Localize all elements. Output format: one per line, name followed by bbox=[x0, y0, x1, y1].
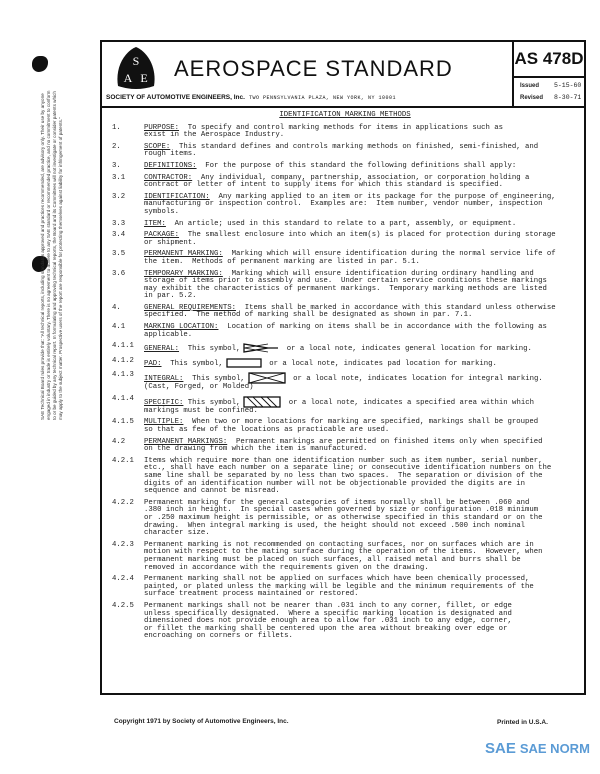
sections-part-1 bbox=[112, 125, 578, 340]
revised-label: Revised bbox=[520, 95, 544, 101]
issued-label: Issued bbox=[520, 83, 540, 89]
section-number: 3.5 bbox=[112, 250, 126, 259]
section-body: When two or more locations for marking are specified, markings shall be grouped so that as few of the locations as practicable are used. bbox=[144, 418, 539, 435]
section-paragraph bbox=[112, 125, 578, 140]
header-title-block bbox=[102, 42, 514, 108]
section-text bbox=[144, 163, 578, 171]
sections-part-2 bbox=[112, 419, 578, 640]
section-text bbox=[144, 372, 578, 392]
document-body bbox=[112, 112, 578, 645]
issued-date: 5-15-60 bbox=[554, 82, 582, 89]
section-text bbox=[144, 419, 578, 434]
section-label: PERMANENT MARKINGS: bbox=[144, 437, 228, 446]
section-paragraph bbox=[112, 439, 578, 454]
society-name: SOCIETY OF AUTOMOTIVE ENGINEERS, Inc. bbox=[106, 94, 245, 101]
section-label: SPECIFIC: bbox=[144, 398, 184, 407]
section-text bbox=[144, 305, 578, 320]
section-body: Permanent markings shall not be nearer than .031 inch to any corner, fillet, or edge unless specifically designated. Where a specific marking location is designated and dimensioned does not provide enough area to allow for .031 inch to any edge, corner, or fillet the marking shall be centered upon the area without breaking over edge or encroaching on corners or fillets. bbox=[144, 601, 512, 641]
section-body: Location of marking on items shall be in accordance with the following as applicable. bbox=[144, 323, 547, 339]
society-address: TWO PENNSYLVANIA PLAZA, NEW YORK, NY 10001 bbox=[248, 95, 396, 101]
section-text bbox=[144, 576, 578, 599]
section-paragraph bbox=[112, 324, 578, 339]
section-paragraph bbox=[112, 458, 578, 496]
section-body: Permanent marking for the general categories of items normally shall be between .060 and .380 inch in height. In special cases when governed by size or configuration .018 minimum or .250 maximum height is permissible, or as otherwise specified in this standard or on the drawing. When integral marking is used, the height should not exceed .500 inch nominal character size. bbox=[144, 498, 543, 538]
section-number: 1. bbox=[112, 123, 121, 132]
section-text bbox=[144, 542, 578, 572]
section-number: 4.1 bbox=[112, 323, 126, 332]
section-number: 4.2.2 bbox=[112, 498, 134, 507]
section-number: 4.1.2 bbox=[112, 356, 134, 365]
section-paragraph bbox=[112, 251, 578, 266]
section-body: Permanent markings are permitted on finished items only when specified on the drawing from which the item is manufactured. bbox=[144, 437, 543, 454]
section-label: PERMANENT MARKING: bbox=[144, 250, 223, 259]
section-number: 4.2 bbox=[112, 437, 126, 446]
section-paragraph bbox=[112, 576, 578, 599]
symbol-text-post: or a local note, indicates a specified area within which markings must be confined. bbox=[144, 398, 534, 415]
section-text bbox=[144, 125, 578, 140]
section-label: DEFINITIONS: bbox=[144, 161, 197, 170]
symbol-paragraph bbox=[112, 372, 578, 392]
section-heading: IDENTIFICATION MARKING METHODS bbox=[279, 111, 411, 119]
section-body: Marking which will ensure identification during the normal service life of the item. Methods of permanent marking are listed in par. 5.1. bbox=[144, 250, 556, 266]
section-label: TEMPORARY MARKING: bbox=[144, 269, 223, 278]
symbol-paragraph bbox=[112, 343, 578, 354]
section-number: 3.1 bbox=[112, 173, 126, 182]
section-label: PAD: bbox=[144, 359, 162, 368]
location-symbol-icon bbox=[226, 358, 262, 368]
revised-date: 8-30-71 bbox=[554, 94, 582, 101]
section-body: Any individual, company, partnership, association, or corporation holding a contract or letter of intent to supply items for which this standard is specified. bbox=[144, 173, 530, 190]
location-symbol-icon bbox=[243, 343, 279, 353]
svg-text:E: E bbox=[140, 71, 148, 85]
section-body: To specify and control marking methods for items in applications such as exist in the Aerospace Industry. bbox=[144, 123, 504, 140]
section-text bbox=[144, 232, 578, 247]
punch-hole-mark bbox=[32, 56, 48, 72]
section-body: Permanent marking is not recommended on contacting surfaces, nor on surfaces which are in motion with respect to the mating surface during the operation of the items. However, when permanent marking must be placed on such surfaces, all raised metal and burrs shall be removed in accordance with the requirements given on the drawing. bbox=[144, 540, 543, 572]
symbol-text-pre: This symbol, bbox=[179, 345, 241, 354]
section-number: 3.2 bbox=[112, 192, 126, 201]
section-paragraph bbox=[112, 221, 578, 229]
section-number: 2. bbox=[112, 142, 121, 151]
section-label: PACKAGE: bbox=[144, 231, 180, 240]
disclaimer-side-note: SAE Technical Board rules provide that: "All technical reports, including standards approved and practices recommended, are advisory only. Their use by anyone engaged in industry or trade is entirely voluntary. There is no agreement to adhere to any SAE standard or recommended practice, and no commitment to conform to or be guided by any technical report. In formulating and approving technical reports, the Board and its Committees will not investigate or consider patents which may apply to the subject matter. Prospective users of the report are responsible for protecting themselves against liability for infringement of patents." bbox=[40, 90, 63, 420]
section-paragraph bbox=[112, 144, 578, 159]
section-label: IDENTIFICATION: bbox=[144, 192, 210, 201]
section-number: 4.2.4 bbox=[112, 575, 134, 584]
section-text bbox=[144, 343, 578, 354]
section-paragraph bbox=[112, 163, 578, 171]
section-text bbox=[144, 251, 578, 266]
section-body: Any marking applied to an item or its package for the purpose of engineering, manufacturing or inspection control. Examples are: Item number, vendor number, inspection symbols. bbox=[144, 192, 556, 216]
section-paragraph bbox=[112, 175, 578, 190]
section-text bbox=[144, 324, 578, 339]
copyright-notice: Copyright 1971 by Society of Automotive Engineers, Inc. bbox=[114, 718, 289, 725]
section-text bbox=[144, 458, 578, 496]
symbol-text-pre: This symbol, bbox=[161, 359, 223, 368]
watermark-text: SAE NORM bbox=[519, 741, 590, 756]
section-text bbox=[144, 144, 578, 159]
location-symbol-sections bbox=[112, 343, 578, 415]
section-label: MARKING LOCATION: bbox=[144, 323, 219, 332]
section-number: 3. bbox=[112, 161, 121, 170]
section-label: SCOPE: bbox=[144, 142, 171, 151]
section-body: For the purpose of this standard the following definitions shall apply: bbox=[196, 161, 517, 170]
section-text bbox=[144, 396, 578, 416]
sae-logo-icon bbox=[114, 46, 158, 90]
section-text bbox=[144, 271, 578, 301]
section-label: MULTIPLE: bbox=[144, 418, 184, 427]
section-text bbox=[144, 221, 578, 229]
document-frame bbox=[100, 40, 586, 695]
section-text bbox=[144, 175, 578, 190]
section-number: 3.3 bbox=[112, 219, 126, 228]
symbol-paragraph bbox=[112, 396, 578, 416]
section-number: 3.4 bbox=[112, 231, 126, 240]
printed-in-notice: Printed in U.S.A. bbox=[497, 719, 548, 726]
page-title: AEROSPACE STANDARD bbox=[174, 56, 453, 81]
section-number: 4.2.5 bbox=[112, 601, 134, 610]
section-text bbox=[144, 500, 578, 538]
header-doc-block bbox=[514, 42, 584, 108]
svg-text:S: S bbox=[132, 54, 140, 68]
section-number: 4. bbox=[112, 303, 121, 312]
section-number: 4.2.3 bbox=[112, 540, 134, 549]
section-paragraph bbox=[112, 603, 578, 641]
section-label: ITEM: bbox=[144, 219, 166, 228]
section-paragraph bbox=[112, 419, 578, 434]
section-paragraph bbox=[112, 271, 578, 301]
section-paragraph bbox=[112, 232, 578, 247]
document-number: AS 478D bbox=[514, 42, 584, 78]
section-number: 3.6 bbox=[112, 269, 126, 278]
svg-text:A: A bbox=[123, 71, 133, 85]
section-label: INTEGRAL: bbox=[144, 375, 184, 384]
section-paragraph bbox=[112, 500, 578, 538]
section-paragraph bbox=[112, 194, 578, 217]
section-number: 4.1.3 bbox=[112, 371, 134, 380]
symbol-text-post: or a local note, indicates general location for marking. bbox=[282, 345, 532, 354]
section-body: The smallest enclosure into which an item(s) is placed for protection during storage or shipment. bbox=[144, 231, 556, 247]
section-number: 4.1.1 bbox=[112, 342, 134, 351]
section-paragraph bbox=[112, 542, 578, 572]
section-body: Items shall be marked in accordance with this standard unless otherwise specified. The method of marking shall be designated as shown in par. 7.1. bbox=[144, 303, 556, 320]
section-body: Marking which will ensure identification during ordinary handling and storage of items prior to assembly and use. Under certain service conditions these markings may exhibit the characteristics of permanent markings. Temporary marking methods are listed in par. 5.2. bbox=[144, 269, 547, 301]
section-label: PURPOSE: bbox=[144, 123, 180, 132]
section-body: An article; used in this standard to relate to a part, assembly, or equipment. bbox=[165, 219, 517, 228]
section-label: GENERAL: bbox=[144, 345, 180, 354]
section-text bbox=[144, 194, 578, 217]
section-body: Items which require more than one identification number such as item number, serial number, etc., shall have each number on a separate line; or consecutive identification numbers on the same line shall be separated by no less than two spaces. The separation or division of the digits of an identification number will not be objectionable provided the digits are in sequence and cannot be misread. bbox=[144, 456, 552, 496]
symbol-text-pre: This symbol, bbox=[183, 375, 245, 384]
symbol-text-pre: This symbol, bbox=[183, 398, 241, 407]
section-text bbox=[144, 358, 578, 369]
sae-norm-watermark bbox=[485, 740, 590, 757]
symbol-text-post: or a local note, indicates location for integral marking. (Cast, Forged, or Molded) bbox=[144, 375, 543, 392]
section-text bbox=[144, 603, 578, 641]
society-line bbox=[106, 94, 396, 101]
section-number: 4.1.4 bbox=[112, 394, 134, 403]
section-body: This standard defines and controls marking methods on finished, semi-finished, and rough items. bbox=[144, 142, 539, 159]
section-label: CONTRACTOR: bbox=[144, 173, 193, 182]
section-body: Permanent marking shall not be applied on surfaces which have been chemically processed, painted, or plated unless the marking will be legible and the minimum requirements of the surface treatment process maintained or restored. bbox=[144, 575, 534, 599]
section-number: 4.1.5 bbox=[112, 418, 134, 427]
symbol-paragraph bbox=[112, 358, 578, 369]
section-label: GENERAL REQUIREMENTS: bbox=[144, 303, 236, 312]
symbol-text-post: or a local note, indicates pad location for marking. bbox=[264, 359, 497, 368]
section-text bbox=[144, 439, 578, 454]
watermark-logo: SAE bbox=[485, 740, 516, 757]
section-paragraph bbox=[112, 305, 578, 320]
section-number: 4.2.1 bbox=[112, 456, 134, 465]
